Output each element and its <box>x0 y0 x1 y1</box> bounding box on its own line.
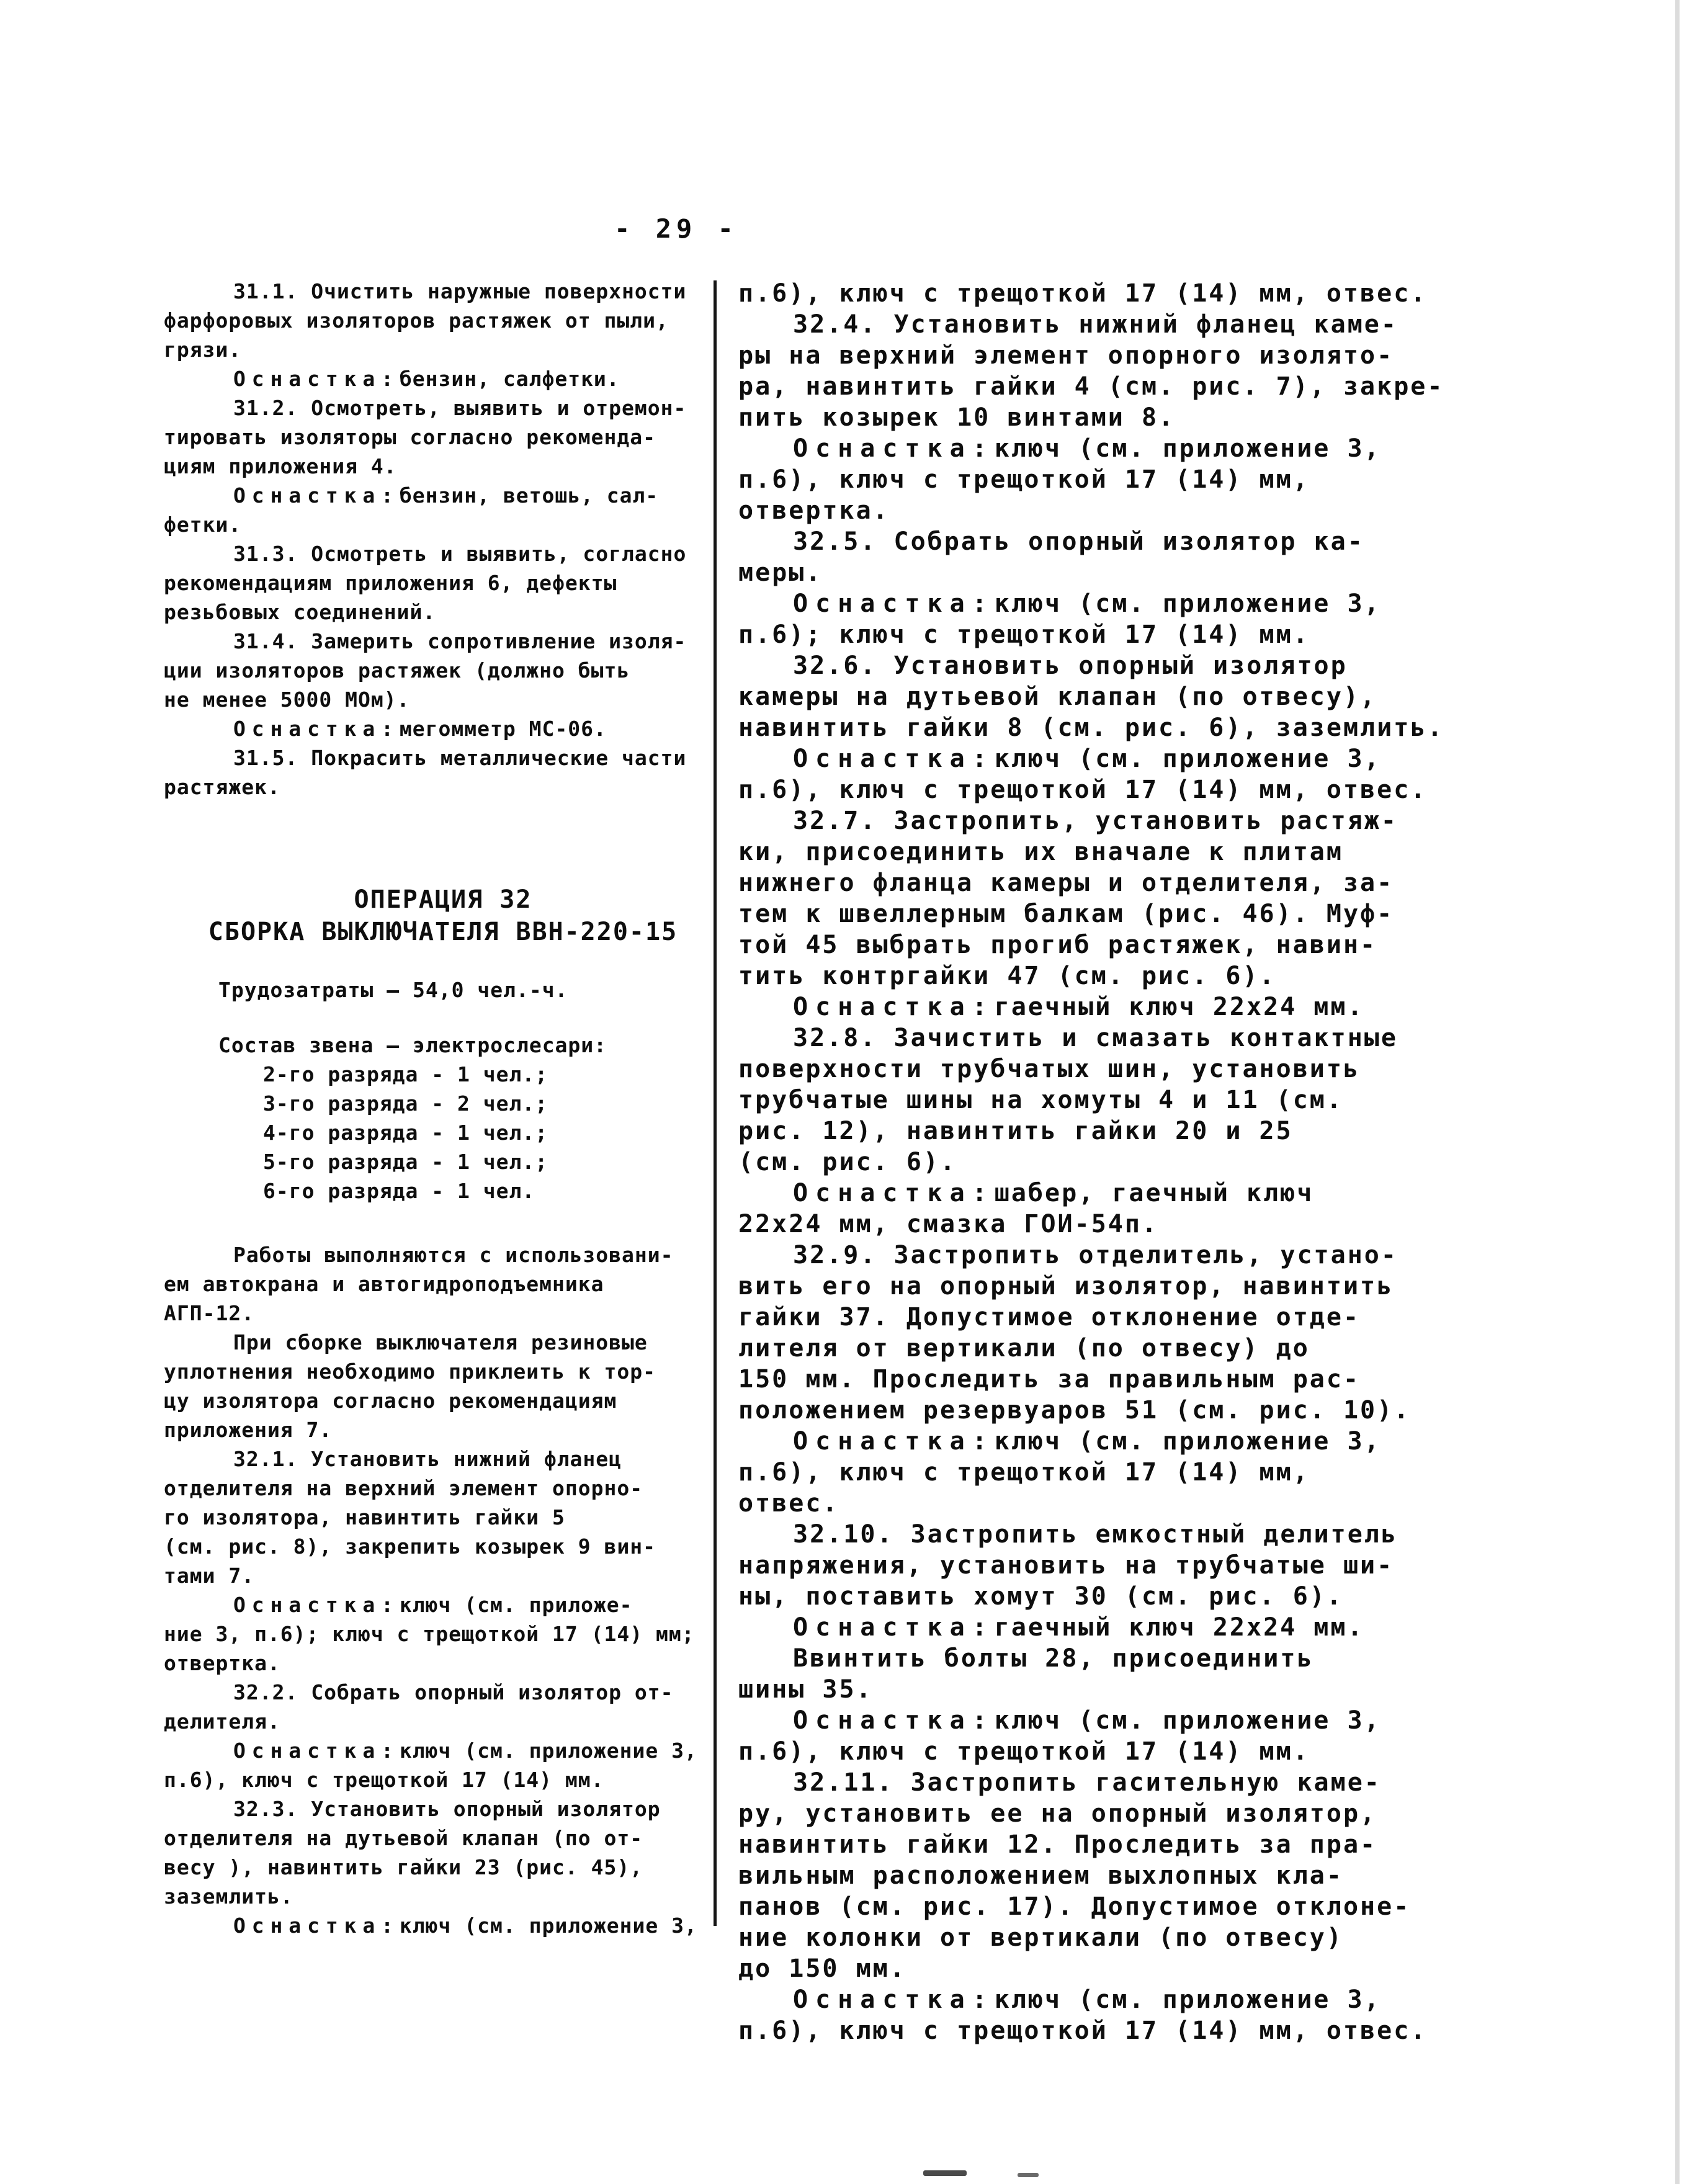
text-line: п.6), ключ с трещоткой 17 (14) мм, отвес. <box>738 279 1428 308</box>
scan-noise-speck <box>923 2170 967 2176</box>
text-line: 32.7. Застропить, установить растяж- <box>793 807 1398 835</box>
scan-edge-artifact <box>1675 0 1680 2184</box>
osnastka-label: Оснастка: <box>233 1739 400 1763</box>
text-line: камеры на дутьевой клапан (по отвесу), <box>738 682 1377 711</box>
text-line: 32.4. Установить нижний фланец каме- <box>793 310 1398 339</box>
text-line: го изолятора, навинтить гайки 5 <box>164 1505 565 1529</box>
text-line: СБОРКА ВЫКЛЮЧАТЕЛЯ ВВН-220-15 <box>208 918 678 946</box>
text-line: той 45 выбрать прогиб растяжек, навин- <box>738 931 1377 959</box>
block-para <box>164 1328 722 1444</box>
text-line: лителя от вертикали (по отвесу) до <box>738 1334 1310 1363</box>
text-line: Оснастка:бензин, салфетки. <box>233 367 620 391</box>
text-line: Оснастка:ключ (см. приложение 3, <box>793 434 1381 463</box>
text-line: резьбовых соединений. <box>164 600 436 624</box>
block-para <box>164 1444 722 1590</box>
text-line: п.6), ключ с трещоткой 17 (14) мм. <box>164 1768 604 1792</box>
text-line: грязи. <box>164 338 242 362</box>
text-line: меры. <box>738 558 823 587</box>
block-heading <box>164 884 722 948</box>
text-line: Оснастка:гаечный ключ 22х24 мм. <box>793 993 1364 1021</box>
block-labor <box>164 975 722 1005</box>
text-line: до 150 мм. <box>738 1954 906 1983</box>
block-osn <box>738 1705 1508 1767</box>
text-line: Оснастка:бензин, ветошь, сал- <box>233 483 659 508</box>
block-para <box>738 1023 1508 1178</box>
text-line: отвертка. <box>738 496 890 525</box>
text-line: 31.1. Очистить наружные поверхности <box>233 279 687 303</box>
text-line: Оснастка:ключ (см. приложение 3, <box>793 589 1381 618</box>
block-osn <box>164 1911 722 1940</box>
text-line: АГП-12. <box>164 1301 255 1325</box>
text-line: заземлить. <box>164 1884 293 1909</box>
text-line: тить контргайки 47 (см. рис. 6). <box>738 962 1276 990</box>
text-line: Оснастка:шабер, гаечный ключ <box>793 1179 1314 1207</box>
text-line: 150 мм. Проследить за правильным рас- <box>738 1365 1361 1394</box>
text-line: цу изолятора согласно рекомендациям <box>164 1389 617 1413</box>
text-line: трубчатые шины на хомуты 4 и 11 (см. <box>738 1086 1343 1114</box>
text-line: растяжек. <box>164 775 280 799</box>
osnastka-label: Оснастка: <box>793 745 995 773</box>
text-line: уплотнения необходимо приклеить к тор- <box>164 1359 656 1384</box>
text-line: рис. 12), навинтить гайки 20 и 25 <box>738 1117 1293 1145</box>
text-line: ра, навинтить гайки 4 (см. рис. 7), закре- <box>738 372 1444 401</box>
osnastka-label: Оснастка: <box>793 1985 995 2014</box>
scan-noise-speck <box>1018 2173 1039 2177</box>
block-osn <box>738 1178 1508 1240</box>
osnastka-label: Оснастка: <box>233 483 400 508</box>
block-osn <box>738 1426 1508 1519</box>
text-line: навинтить гайки 8 (см. рис. 6), заземлить. <box>738 714 1444 742</box>
block-osn <box>164 1590 722 1678</box>
text-line: Оснастка:мегомметр МС-06. <box>233 717 607 741</box>
osnastka-label: Оснастка: <box>793 1427 995 1456</box>
osnastka-label: Оснастка: <box>233 1913 400 1938</box>
text-line: 32.3. Установить опорный изолятор <box>233 1797 661 1821</box>
block-osn <box>164 714 722 743</box>
text-line: Оснастка:ключ (см. приложе- <box>233 1593 633 1617</box>
text-line: (см. рис. 8), закрепить козырек 9 вин- <box>164 1534 656 1559</box>
text-line: ние 3, п.6); ключ с трещоткой 17 (14) мм; <box>164 1622 695 1646</box>
block-para <box>738 1643 1508 1705</box>
text-line: 32.11. Застропить гасительную каме- <box>793 1768 1381 1797</box>
text-line: ем автокрана и автогидроподъемника <box>164 1272 604 1296</box>
text-line: ки, присоединить их вначале к плитам <box>738 838 1343 866</box>
text-line: поверхности трубчатых шин, установить <box>738 1055 1361 1083</box>
text-line: Оснастка:ключ (см. приложение 3, <box>233 1913 697 1938</box>
text-line: Оснастка:гаечный ключ 22х24 мм. <box>793 1613 1364 1642</box>
text-line: ние колонки от вертикали (по отвесу) <box>738 1923 1343 1952</box>
text-line: При сборке выключателя резиновые <box>233 1330 648 1354</box>
text-line: 5-го разряда - 1 чел.; <box>263 1150 548 1174</box>
text-line: 32.8. Зачистить и смазать контактные <box>793 1024 1398 1052</box>
text-line: циям приложения 4. <box>164 454 397 478</box>
block-osn <box>738 743 1508 805</box>
text-line: п.6), ключ с трещоткой 17 (14) мм. <box>738 1737 1310 1766</box>
block-osn <box>164 481 722 539</box>
text-line: фарфоровых изоляторов растяжек от пыли, <box>164 308 669 333</box>
text-line: 32.5. Собрать опорный изолятор ка- <box>793 527 1364 556</box>
block-para <box>164 1794 722 1911</box>
text-line: п.6), ключ с трещоткой 17 (14) мм, отвес. <box>738 776 1428 804</box>
text-line: (см. рис. 6). <box>738 1148 957 1176</box>
text-line: отделителя на верхний элемент опорно- <box>164 1476 643 1500</box>
text-line: тами 7. <box>164 1564 255 1588</box>
block-crew-list <box>164 1060 722 1206</box>
page-number: - 29 - <box>614 213 738 244</box>
text-line: отвес. <box>738 1489 839 1518</box>
text-line: п.6); ключ с трещоткой 17 (14) мм. <box>738 620 1310 649</box>
text-line: положением резервуаров 51 (см. рис. 10). <box>738 1396 1411 1425</box>
text-line: 4-го разряда - 1 чел.; <box>263 1121 548 1145</box>
text-line: Состав звена — электрослесари: <box>218 1033 607 1057</box>
text-line: 31.3. Осмотреть и выявить, согласно <box>233 542 687 566</box>
text-line: п.6), ключ с трещоткой 17 (14) мм, <box>738 465 1310 494</box>
text-line: ры на верхний элемент опорного изолято- <box>738 341 1394 370</box>
block-para <box>738 1240 1508 1426</box>
text-line: отделителя на дутьевой клапан (по от- <box>164 1826 643 1850</box>
text-line: не менее 5000 МОм). <box>164 687 410 712</box>
text-line: п.6), ключ с трещоткой 17 (14) мм, <box>738 1458 1310 1487</box>
block-para <box>164 539 722 627</box>
text-line: Ввинтить болты 28, присоединить <box>793 1644 1314 1673</box>
text-line: Оснастка:ключ (см. приложение 3, <box>793 1427 1381 1456</box>
block-osn <box>164 1736 722 1794</box>
osnastka-label: Оснастка: <box>793 1179 995 1207</box>
text-line: ции изоляторов растяжек (должно быть <box>164 658 630 682</box>
text-line: гайки 37. Допустимое отклонение отде- <box>738 1303 1361 1331</box>
text-line: 22х24 мм, смазка ГОИ-54п. <box>738 1210 1159 1238</box>
block-cont <box>738 278 1508 309</box>
block-para <box>164 743 722 802</box>
text-line: шины 35. <box>738 1675 873 1704</box>
block-note <box>164 1240 722 1328</box>
text-line: рекомендациям приложения 6, дефекты <box>164 571 617 595</box>
block-osn <box>738 991 1508 1023</box>
column-divider-rule <box>714 280 717 1926</box>
block-crew-head <box>164 1031 722 1060</box>
text-line: 31.5. Покрасить металлические части <box>233 746 687 770</box>
text-line: ны, поставить хомут 30 (см. рис. 6). <box>738 1582 1343 1611</box>
text-line: 32.9. Застропить отделитель, устано- <box>793 1241 1398 1269</box>
osnastka-label: Оснастка: <box>793 1706 995 1735</box>
text-line: 2-го разряда - 1 чел.; <box>263 1062 548 1086</box>
text-line: Оснастка:ключ (см. приложение 3, <box>793 1706 1381 1735</box>
right-column <box>738 278 1508 2046</box>
text-line: 3-го разряда - 2 чел.; <box>263 1091 548 1116</box>
text-line: Оснастка:ключ (см. приложение 3, <box>793 745 1381 773</box>
text-line: тем к швеллерным балкам (рис. 46). Муф- <box>738 900 1394 928</box>
text-line: делителя. <box>164 1709 280 1734</box>
block-para <box>738 309 1508 433</box>
text-line: 32.6. Установить опорный изолятор <box>793 651 1348 680</box>
block-osn <box>738 588 1508 650</box>
text-line: фетки. <box>164 512 242 537</box>
osnastka-label: Оснастка: <box>793 993 995 1021</box>
block-para <box>738 1767 1508 1984</box>
block-para <box>164 277 722 364</box>
text-line: отвертка. <box>164 1651 280 1675</box>
text-line: вить его на опорный изолятор, навинтить <box>738 1272 1394 1300</box>
left-column <box>164 277 722 1940</box>
text-line: вильным расположением выхлопных кла- <box>738 1861 1343 1890</box>
block-para <box>164 627 722 714</box>
text-line: Оснастка:ключ (см. приложение 3, <box>793 1985 1381 2014</box>
text-line: 31.4. Замерить сопротивление изоля- <box>233 629 687 653</box>
block-para <box>738 1519 1508 1612</box>
osnastka-label: Оснастка: <box>233 1593 400 1617</box>
text-line: Оснастка:ключ (см. приложение 3, <box>233 1739 697 1763</box>
block-osn <box>164 364 722 393</box>
osnastka-label: Оснастка: <box>793 434 995 463</box>
text-line: Трудозатраты — 54,0 чел.-ч. <box>218 978 568 1002</box>
block-para <box>164 1678 722 1736</box>
text-line: напряжения, установить на трубчатые ши- <box>738 1551 1394 1580</box>
block-para <box>738 526 1508 588</box>
text-line: 32.1. Установить нижний фланец <box>233 1447 622 1471</box>
text-line: весу ), навинтить гайки 23 (рис. 45), <box>164 1855 643 1879</box>
text-line: приложения 7. <box>164 1418 333 1442</box>
osnastka-label: Оснастка: <box>233 367 400 391</box>
text-line: панов (см. рис. 17). Допустимое отклоне- <box>738 1892 1411 1921</box>
text-line: Работы выполняются с использовани- <box>233 1243 674 1267</box>
text-line: 32.2. Собрать опорный изолятор от- <box>233 1680 674 1704</box>
text-line: 6-го разряда - 1 чел. <box>263 1179 535 1203</box>
osnastka-label: Оснастка: <box>793 1613 995 1642</box>
block-osn <box>738 1984 1508 2046</box>
block-osn <box>738 433 1508 526</box>
block-para <box>738 650 1508 743</box>
block-para <box>164 393 722 481</box>
block-para <box>738 805 1508 991</box>
block-osn <box>738 1612 1508 1643</box>
osnastka-label: Оснастка: <box>233 717 400 741</box>
text-line: 31.2. Осмотреть, выявить и отремон- <box>233 396 687 420</box>
osnastka-label: Оснастка: <box>793 589 995 618</box>
text-line: ру, установить ее на опорный изолятор, <box>738 1799 1377 1828</box>
text-line: тировать изоляторы согласно рекоменда- <box>164 425 656 449</box>
text-line: 32.10. Застропить емкостный делитель <box>793 1520 1398 1549</box>
text-line: п.6), ключ с трещоткой 17 (14) мм, отвес. <box>738 2016 1428 2045</box>
text-line: ОПЕРАЦИЯ 32 <box>354 885 532 914</box>
text-line: нижнего фланца камеры и отделителя, за- <box>738 869 1394 897</box>
text-line: навинтить гайки 12. Проследить за пра- <box>738 1830 1377 1859</box>
text-line: пить козырек 10 винтами 8. <box>738 403 1176 432</box>
